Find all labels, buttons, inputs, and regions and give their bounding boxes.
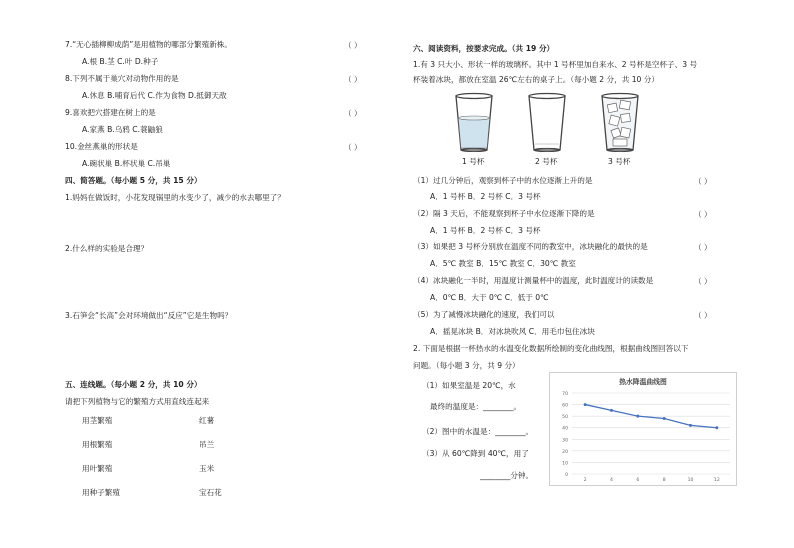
temperature-chart-svg bbox=[550, 373, 736, 485]
p2-line2: 问题。（每小题 3 分，共 9 分） bbox=[413, 361, 520, 370]
subq-1-text: （1）过几分钟后，观察到杯子中的水位逐渐上升的是 bbox=[413, 176, 593, 185]
method-stem[interactable]: 用茎繁殖 bbox=[82, 416, 113, 425]
chart-ytick-label: 0 bbox=[565, 473, 568, 478]
cup-3-ice-icon bbox=[600, 92, 640, 152]
chart-xtick-label: 4 bbox=[610, 478, 613, 483]
sec4-header bbox=[65, 176, 202, 186]
chart-data-point bbox=[636, 415, 639, 418]
plant-echeveria[interactable]: 宝石花 bbox=[199, 488, 222, 497]
plant-corn[interactable]: 玉米 bbox=[199, 464, 215, 473]
subq-2-text: （2）隔 3 天后，不能观察到杯子中水位逐渐下降的是 bbox=[413, 209, 595, 218]
q9-options: A.家燕 B.乌鸦 C.蓑鼬狼 bbox=[82, 125, 163, 134]
sec5-heading: 五、连线题。 bbox=[65, 380, 111, 389]
chart-data-point bbox=[584, 403, 587, 406]
cup-2-label: 2 号杯 bbox=[535, 157, 558, 166]
subq-1-answer-paren[interactable]: （ ） bbox=[694, 177, 712, 186]
chart-xtick-label: 10 bbox=[687, 478, 694, 483]
q8-answer-paren[interactable]: （ ） bbox=[344, 75, 362, 84]
subq-3-text: （3）如果把 3 号杯分别放在温度不同的教室中，冰块融化的最快的是 bbox=[413, 242, 648, 251]
plant-sweet-potato[interactable]: 红薯 bbox=[199, 416, 215, 425]
sec5-note: （每小题 2 分，共 10 分） bbox=[110, 380, 202, 389]
cup-1-water-icon bbox=[454, 92, 494, 152]
q10-answer-paren[interactable]: （ ） bbox=[344, 143, 362, 152]
subq-4-options: A．0℃ B．大于 0℃ C．低于 0℃ bbox=[430, 293, 549, 302]
q10-text: 10.金丝燕巢的形状是 bbox=[65, 142, 138, 151]
p1-line1: 1.有 3 只大小、形状一样的玻璃杯。其中 1 号杯里加自来水、2 号杯是空杯子、3 号 bbox=[413, 60, 698, 69]
chart-ytick-label: 20 bbox=[562, 449, 568, 455]
sec4-question-2: 2.什么样的实验是合理？ bbox=[65, 244, 149, 253]
chart-data-point bbox=[663, 417, 666, 420]
cup-2-empty-icon bbox=[527, 92, 567, 152]
cup-1-label: 1 号杯 bbox=[462, 157, 485, 166]
subq-2-answer-paren[interactable]: （ ） bbox=[694, 210, 712, 219]
q8-text: 8.下列不属于巢穴对动物作用的是 bbox=[65, 74, 179, 83]
chart-xtick-label: 8 bbox=[662, 478, 666, 483]
chart-ytick-label: 70 bbox=[562, 392, 568, 397]
subq-4-answer-paren[interactable]: （ ） bbox=[694, 277, 712, 286]
subq-5-text: （5）为了减慢冰块融化的速度，我们可以 bbox=[413, 310, 555, 319]
chart-ytick-label: 60 bbox=[562, 403, 568, 409]
p2-q3-line2: ________分钟。 bbox=[480, 471, 534, 480]
q9-answer-paren[interactable]: （ ） bbox=[344, 109, 362, 118]
cup-3-label: 3 号杯 bbox=[608, 157, 631, 166]
q10-options: A.碗状巢 B.杯状巢 C.吊巢 bbox=[82, 159, 171, 168]
chart-ytick-label: 30 bbox=[562, 438, 568, 444]
sec4-note: （每小题 5 分，共 15 分） bbox=[110, 176, 202, 185]
q9-text: 9.喜欢把穴搭建在树上的是 bbox=[65, 108, 156, 117]
chart-ytick-label: 10 bbox=[562, 461, 568, 467]
subq-4-text: （4）冰块融化一半时，用温度计测量杯中的温度，此时温度计的读数是 bbox=[413, 276, 654, 285]
method-leaf[interactable]: 用叶繁殖 bbox=[82, 464, 113, 473]
q7-answer-paren[interactable]: （ ） bbox=[344, 41, 362, 50]
subq-1-options: A．1 号杯 B．2 号杯 C．3 号杯 bbox=[430, 192, 541, 201]
subq-3-answer-paren[interactable]: （ ） bbox=[694, 243, 712, 252]
sec5-header bbox=[65, 380, 202, 390]
chart-title: 热水降温曲线图 bbox=[619, 378, 667, 386]
subq-2-options: A．1 号杯 B．2 号杯 C．3 号杯 bbox=[430, 226, 541, 235]
q8-options: A.休息 B.哺育后代 C.作为食物 D.抵御天敌 bbox=[82, 91, 227, 100]
chart-xtick-label: 6 bbox=[636, 478, 640, 483]
subq-5-answer-paren[interactable]: （ ） bbox=[694, 311, 712, 320]
sec6-header bbox=[413, 44, 554, 54]
chart-xtick-label: 2 bbox=[583, 478, 587, 483]
sec4-heading: 四、简答题。 bbox=[65, 176, 111, 185]
sec4-question-3: 3.石笋会“长高”会对环境做出“反应”它是生物吗？ bbox=[65, 311, 233, 320]
plant-spider-plant[interactable]: 吊兰 bbox=[199, 440, 215, 449]
subq-5-options: A．摇晃冰块 B．对冰块吹风 C．用毛巾包住冰块 bbox=[430, 327, 595, 336]
sec6-heading: 六、阅读资料，按要求完成。 bbox=[413, 44, 512, 53]
q7-options: A.根 B.茎 C.叶 D.种子 bbox=[82, 57, 159, 66]
temperature-chart bbox=[549, 372, 737, 486]
q7-text: 7.“无心插柳柳成荫”是用植物的哪部分繁殖新株。 bbox=[65, 40, 232, 49]
chart-data-point bbox=[715, 426, 718, 429]
subq-3-options: A．5℃ 教室 B．15℃ 教室 C．30℃ 教室 bbox=[430, 259, 576, 268]
chart-data-point bbox=[689, 424, 692, 427]
sec6-note: （共 19 分） bbox=[511, 44, 555, 53]
chart-data-point bbox=[610, 409, 613, 412]
chart-xtick-label: 12 bbox=[713, 478, 720, 483]
p2-q3-line1: （3）从 60℃降到 40℃，用了 bbox=[422, 449, 529, 458]
chart-ytick-label: 40 bbox=[562, 426, 568, 432]
p2-q1-line1: （1）如果室温是 20℃，水 bbox=[422, 381, 516, 390]
method-seed[interactable]: 用种子繁殖 bbox=[82, 488, 120, 497]
p2-q1-line2: 最终的温度是：________。 bbox=[430, 402, 522, 411]
sec5-intro: 请把下列植物与它的繁殖方式用直线连起来 bbox=[65, 397, 210, 406]
p2-q2: （2）图中的水温是：________。 bbox=[422, 427, 534, 436]
p2-line1: 2. 下面是根据一杯热水的水温变化数据所绘制的变化曲线图，根据曲线图回答以下 bbox=[413, 344, 689, 353]
method-root[interactable]: 用根繁殖 bbox=[82, 440, 113, 449]
p1-line2: 杯装着冰块，都放在室温 26℃左右的桌子上。（每小题 2 分，共 10 分） bbox=[413, 75, 659, 84]
sec4-question-1: 1.妈妈在做饭时，小花发现锅里的水变少了，减少的水去哪里了？ bbox=[65, 193, 285, 202]
chart-ytick-label: 50 bbox=[562, 415, 568, 421]
